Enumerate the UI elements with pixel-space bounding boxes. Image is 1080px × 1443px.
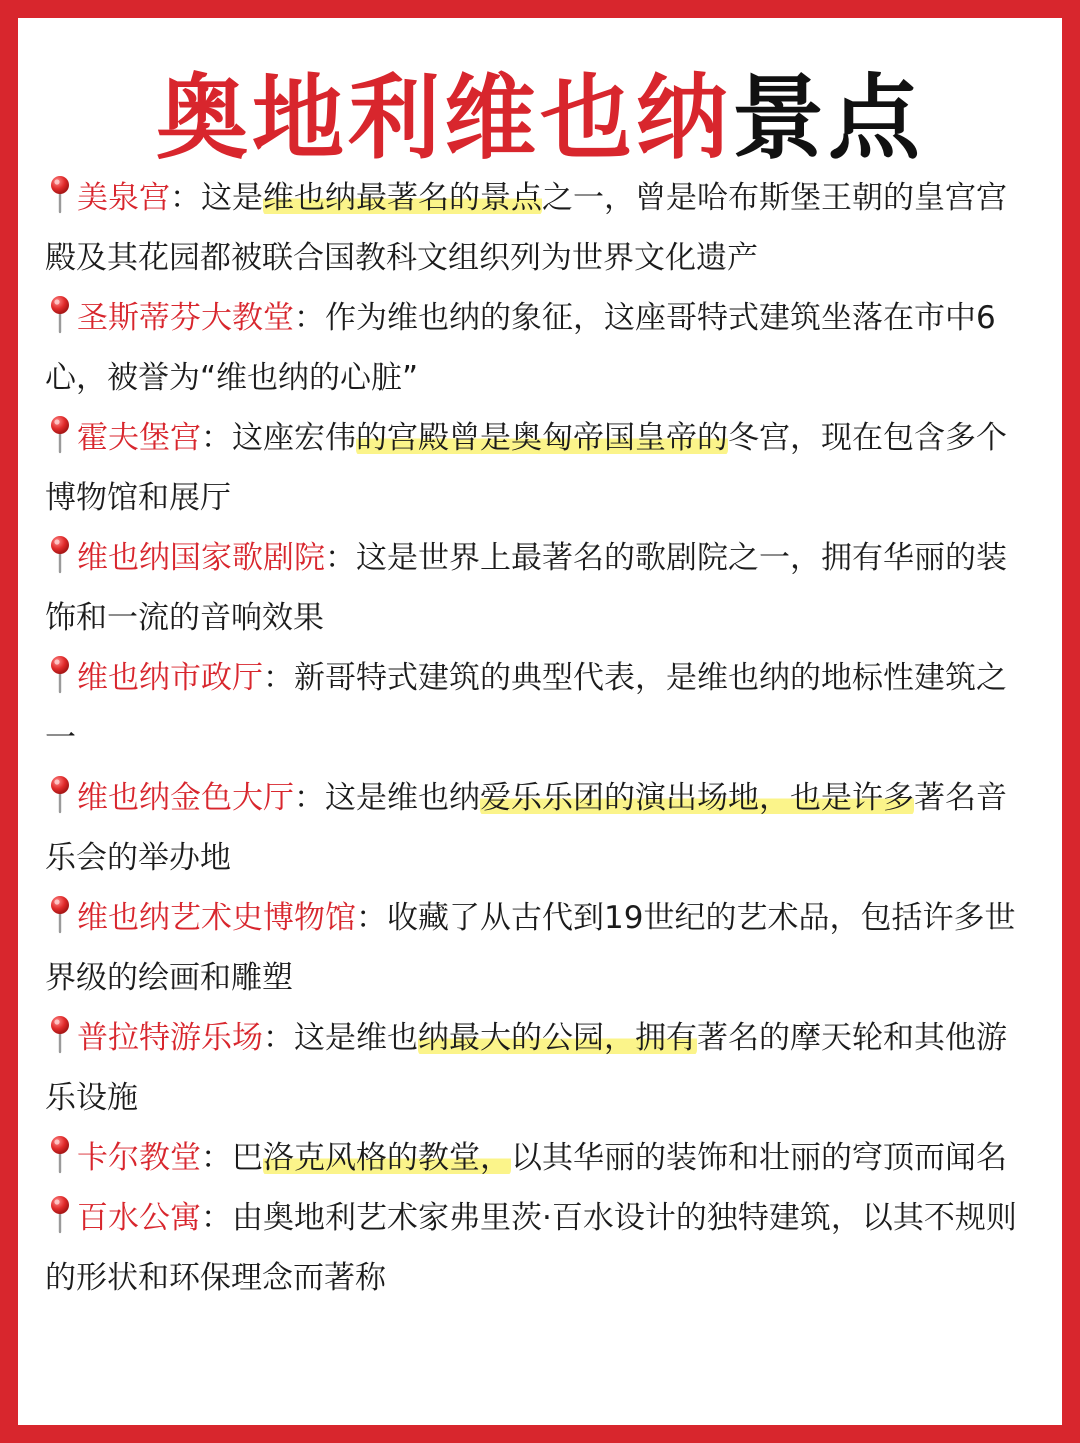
- description-text: 作为维也纳的象征，这座哥特式建筑坐落在市中6心，被誉为“维也纳的心脏”: [45, 300, 996, 396]
- highlighted-text: 的宫殿曾是奥匈帝国皇帝的: [356, 420, 728, 456]
- name-separator: ：: [263, 660, 294, 696]
- attraction-name: 圣斯蒂芬大教堂: [77, 300, 294, 336]
- round-pushpin-icon: [45, 534, 75, 574]
- attraction-list: [45, 168, 1037, 1308]
- description-text: 巴: [232, 1140, 263, 1176]
- name-separator: ：: [294, 300, 325, 336]
- list-item: [45, 1128, 1037, 1188]
- round-pushpin-icon: [45, 1014, 75, 1054]
- list-item: [45, 288, 1037, 408]
- attraction-name: 普拉特游乐场: [77, 1020, 263, 1056]
- highlighted-text: 维也纳最著名的景点: [263, 180, 542, 216]
- round-pushpin-icon: [45, 174, 75, 214]
- description-text: 以其华丽的装饰和壮丽的穹顶而闻名: [511, 1140, 1007, 1176]
- description-text: 收藏了从古代到19世纪的艺术品，包括许多世界级的绘画和雕塑: [45, 900, 1016, 996]
- description-text: 这是: [201, 180, 263, 216]
- description-text: 这座宏伟: [232, 420, 356, 456]
- round-pushpin-icon: [45, 414, 75, 454]
- list-item: [45, 168, 1037, 288]
- attraction-name: 维也纳市政厅: [77, 660, 263, 696]
- round-pushpin-icon: [45, 654, 75, 694]
- name-separator: ：: [201, 1140, 232, 1176]
- list-item: [45, 408, 1037, 528]
- attraction-name: 维也纳艺术史博物馆: [77, 900, 356, 936]
- list-item: [45, 1008, 1037, 1128]
- description-text: 著名音乐会的举办地: [45, 780, 1007, 876]
- list-item: [45, 768, 1037, 888]
- name-separator: ：: [201, 420, 232, 456]
- name-separator: ：: [170, 180, 201, 216]
- attraction-name: 霍夫堡宫: [77, 420, 201, 456]
- round-pushpin-icon: [45, 294, 75, 334]
- highlighted-text: 纳最大的公园，拥有: [418, 1020, 697, 1056]
- list-item: [45, 648, 1037, 768]
- description-text: 这是维也: [294, 1020, 418, 1056]
- title-red-part: 奥地利维也纳: [155, 65, 732, 172]
- name-separator: ：: [294, 780, 325, 816]
- description-text: 这是维也纳: [325, 780, 480, 816]
- title-black-part: 景点: [732, 65, 925, 172]
- name-separator: ：: [325, 540, 356, 576]
- list-item: [45, 888, 1037, 1008]
- attraction-name: 美泉宫: [77, 180, 170, 216]
- highlighted-text: 洛克风格的教堂，: [263, 1140, 511, 1176]
- description-text: 著名的摩天轮和其他游乐设施: [45, 1020, 1007, 1116]
- attraction-name: 维也纳国家歌剧院: [77, 540, 325, 576]
- name-separator: ：: [201, 1200, 232, 1236]
- attraction-name: 卡尔教堂: [77, 1140, 201, 1176]
- name-separator: ：: [263, 1020, 294, 1056]
- round-pushpin-icon: [45, 1194, 75, 1234]
- list-item: [45, 1188, 1037, 1308]
- page-title: [18, 64, 1062, 174]
- round-pushpin-icon: [45, 1134, 75, 1174]
- description-text: 冬宫，现在包含多个博物馆和展厅: [45, 420, 1007, 516]
- name-separator: ：: [356, 900, 387, 936]
- description-text: 由奥地利艺术家弗里茨·百水设计的独特建筑，以其不规则的形状和环保理念而著称: [45, 1200, 1017, 1296]
- content-card: [18, 18, 1062, 1425]
- description-text: 这是世界上最著名的歌剧院之一，拥有华丽的装饰和一流的音响效果: [45, 540, 1007, 636]
- round-pushpin-icon: [45, 774, 75, 814]
- description-text: 新哥特式建筑的典型代表，是维也纳的地标性建筑之一: [45, 660, 1007, 756]
- highlighted-text: 爱乐乐团的演出场地，也是许多: [480, 780, 914, 816]
- attraction-name: 维也纳金色大厅: [77, 780, 294, 816]
- description-text: 之一，曾是哈布斯堡王朝的皇宫宫殿及其花园都被联合国教科文组织列为世界文化遗产: [45, 180, 1007, 276]
- attraction-name: 百水公寓: [77, 1200, 201, 1236]
- list-item: [45, 528, 1037, 648]
- round-pushpin-icon: [45, 894, 75, 934]
